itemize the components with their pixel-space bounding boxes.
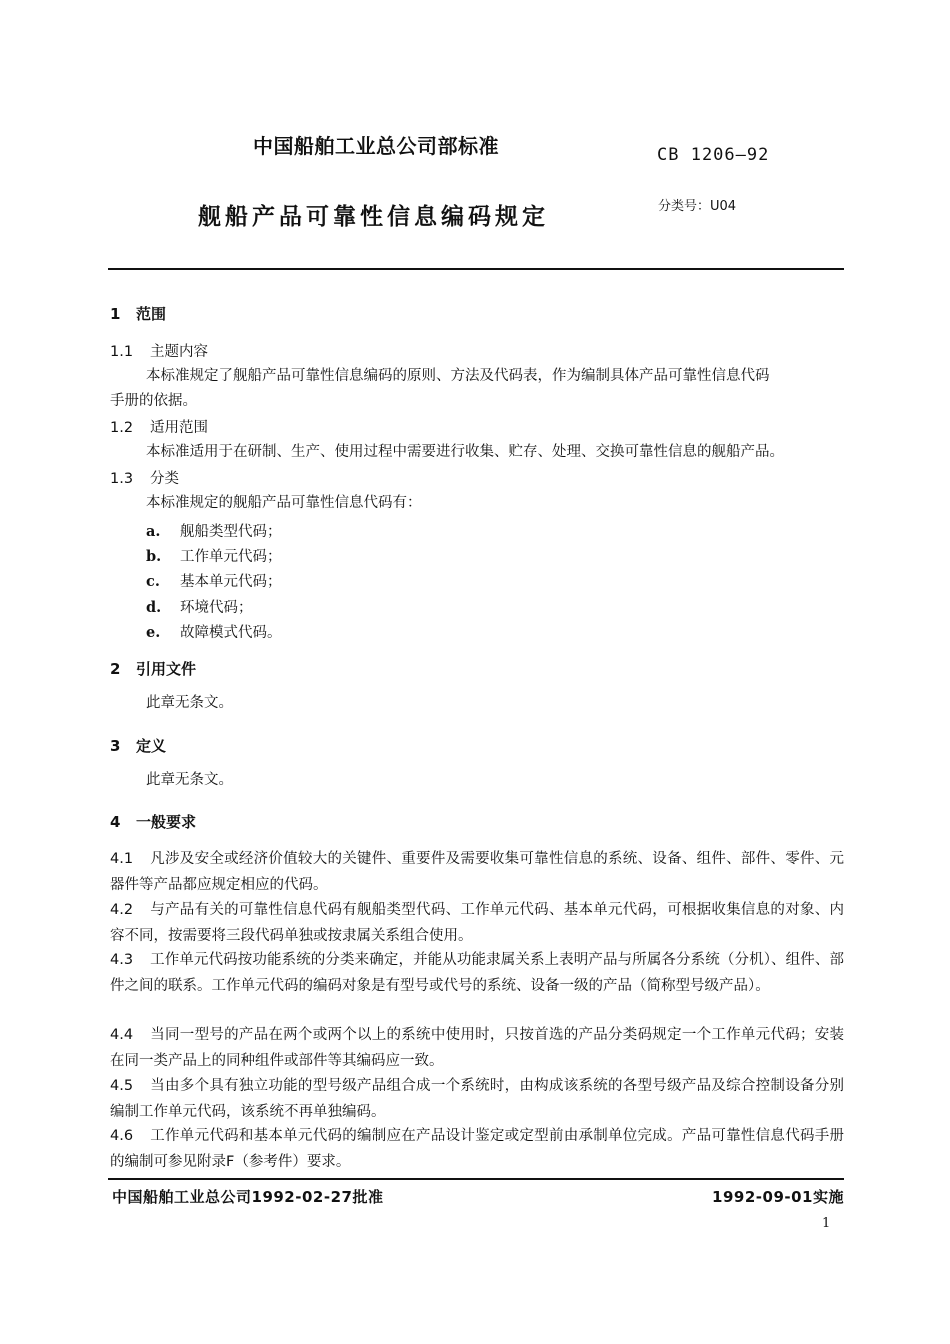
clause-number: 4.6 [110, 1128, 134, 1144]
section-number: 2 [110, 660, 121, 678]
list-item [146, 520, 282, 541]
clause-4-1 [110, 846, 844, 898]
clause-1-2-heading [110, 416, 208, 437]
clause-1-3-intro: 本标准规定的舰船产品可靠性信息代码有： [146, 495, 422, 511]
footer-divider [108, 1178, 844, 1180]
list-text: 工作单元代码； [180, 549, 282, 565]
clause-number: 1.3 [110, 471, 134, 487]
clause-title: 主题内容 [150, 344, 208, 360]
section-number: 4 [110, 813, 121, 831]
list-marker: b. [146, 548, 162, 565]
clause-4-4 [110, 1022, 844, 1074]
effective-date: 1992-09-01实施 [712, 1188, 844, 1206]
list-marker: d. [146, 599, 162, 616]
list-marker: c. [146, 573, 160, 590]
clause-1-3-heading [110, 467, 179, 488]
page-number: 1 [822, 1216, 831, 1231]
approval-line: 中国船舶工业总公司1992-02-27批准 [112, 1188, 384, 1206]
list-item [146, 596, 253, 617]
list-text: 基本单元代码； [180, 574, 282, 590]
section-title: 定义 [136, 737, 167, 755]
clause-number: 1.1 [110, 344, 134, 360]
clause-text: 凡涉及安全或经济价值较大的关键件、重要件及需要收集可靠性信息的系统、设备、组件、部件、零件、元器件等产品都应规定相应的代码。 [110, 851, 844, 893]
clause-number: 4.5 [110, 1078, 134, 1094]
clause-number: 4.3 [110, 952, 134, 968]
clause-title: 分类 [150, 471, 179, 487]
clause-1-1-heading [110, 340, 208, 361]
list-text: 环境代码； [180, 600, 253, 616]
section-number: 1 [110, 305, 121, 323]
clause-text: 工作单元代码和基本单元代码的编制应在产品设计鉴定或定型前由承制单位完成。产品可靠性信息代码手册的编制可参见附录F（参考件）要求。 [110, 1128, 844, 1170]
clause-title: 适用范围 [150, 420, 208, 436]
section-3-text: 此章无条文。 [146, 772, 233, 788]
list-marker: e. [146, 624, 161, 641]
list-marker: a. [146, 523, 161, 540]
clause-4-6 [110, 1123, 844, 1175]
document-title: 舰船产品可靠性信息编码规定 [198, 204, 549, 230]
section-2-text: 此章无条文。 [146, 695, 233, 711]
list-item [146, 545, 282, 566]
clause-number: 4.4 [110, 1027, 134, 1043]
list-text: 舰船类型代码； [180, 524, 282, 540]
clause-text: 当同一型号的产品在两个或两个以上的系统中使用时，只按首选的产品分类码规定一个工作单元代码；安装在同一类产品上的同种组件或部件等其编码应一致。 [110, 1027, 844, 1069]
clause-4-2 [110, 897, 844, 949]
clause-1-1-line-1: 本标准规定了舰船产品可靠性信息编码的原则、方法及代码表，作为编制具体产品可靠性信息代码 [146, 368, 770, 384]
section-title: 一般要求 [136, 813, 197, 831]
section-1-heading [110, 303, 166, 324]
section-3-heading [110, 735, 166, 756]
clause-number: 1.2 [110, 420, 134, 436]
clause-1-1-line-2: 手册的依据。 [110, 393, 197, 409]
standard-code: CB 1206—92 [657, 145, 770, 165]
clause-number: 4.2 [110, 902, 134, 918]
section-title: 引用文件 [136, 660, 197, 678]
clause-4-5 [110, 1073, 844, 1125]
list-text: 故障模式代码。 [180, 625, 282, 641]
section-2-heading [110, 658, 196, 679]
clause-number: 4.1 [110, 851, 134, 867]
clause-4-3 [110, 947, 844, 999]
classification-number: 分类号：U04 [658, 199, 737, 214]
clause-1-2-text: 本标准适用于在研制、生产、使用过程中需要进行收集、贮存、处理、交换可靠性信息的舰船产品。 [146, 444, 784, 460]
clause-text: 工作单元代码按功能系统的分类来确定，并能从功能隶属关系上表明产品与所属各分系统（分机）、组件、部件之间的联系。工作单元代码的编码对象是有型号或代号的系统、设备一级的产品（简称型号级产品）。 [110, 952, 844, 994]
organization-standard: 中国船舶工业总公司部标准 [253, 134, 499, 158]
list-item [146, 621, 282, 642]
header-divider [108, 268, 844, 270]
clause-text: 当由多个具有独立功能的型号级产品组合成一个系统时，由构成该系统的各型号级产品及综合控制设备分别编制工作单元代码，该系统不再单独编码。 [110, 1078, 844, 1120]
section-number: 3 [110, 737, 121, 755]
section-4-heading [110, 811, 196, 832]
section-title: 范围 [136, 305, 167, 323]
clause-text: 与产品有关的可靠性信息代码有舰船类型代码、工作单元代码、基本单元代码，可根据收集信息的对象、内容不同，按需要将三段代码单独或按隶属关系组合使用。 [110, 902, 844, 944]
list-item [146, 570, 282, 591]
